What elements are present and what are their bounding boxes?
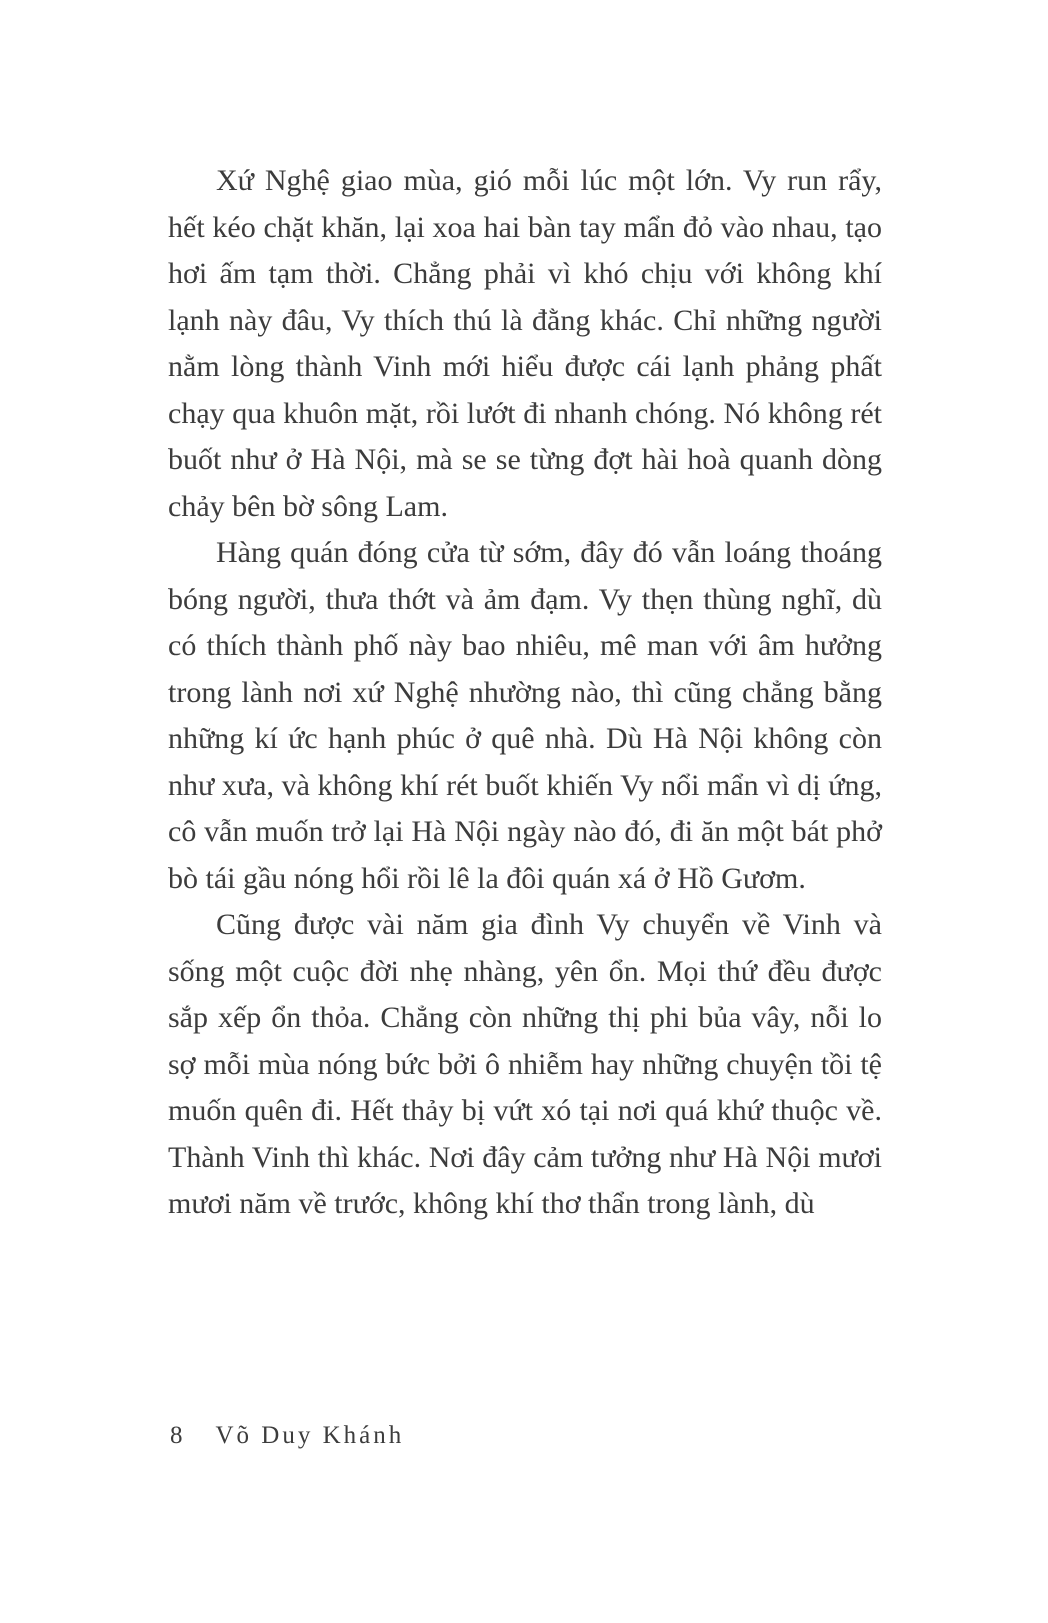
paragraph: Xứ Nghệ giao mùa, gió mỗi lúc một lớn. Vy run rẩy, hết kéo chặt khăn, lại xoa hai bàn tay mẩn đỏ vào nhau, tạo hơi ấm tạm thời. Chẳng phải vì khó chịu với không khí lạnh này đâu, Vy thích thú là đằng khác. Chỉ những người nằm lòng thành Vinh mới hiểu được cái lạnh phảng phất chạy qua khuôn mặt, rồi lướt đi nhanh chóng. Nó không rét buốt như ở Hà Nội, mà se se từng đợt hài hoà quanh dòng chảy bên bờ sông Lam. bbox=[168, 164, 882, 523]
page-number: 8 bbox=[170, 1422, 186, 1449]
author-name: Võ Duy Khánh bbox=[215, 1422, 405, 1449]
paragraph: Hàng quán đóng cửa từ sớm, đây đó vẫn loáng thoáng bóng người, thưa thớt và ảm đạm. Vy thẹn thùng nghĩ, dù có thích thành phố này bao nhiêu, mê man với âm hưởng trong lành nơi xứ Nghệ nhường nào, thì cũng chẳng bằng những kí ức hạnh phúc ở quê nhà. Dù Hà Nội không còn như xưa, và không khí rét buốt khiến Vy nổi mẩn vì dị ứng, cô vẫn muốn trở lại Hà Nội ngày nào đó, đi ăn một bát phở bò tái gầu nóng hổi rồi lê la đôi quán xá ở Hồ Gươm. bbox=[168, 536, 882, 895]
paragraph: Cũng được vài năm gia đình Vy chuyển về Vinh và sống một cuộc đời nhẹ nhàng, yên ổn. Mọi thứ đều được sắp xếp ổn thỏa. Chẳng còn những thị phi bủa vây, nỗi lo sợ mỗi mùa nóng bức bởi ô nhiễm hay những chuyện tồi tệ muốn quên đi. Hết thảy bị vứt xó tại nơi quá khứ thuộc về. Thành Vinh thì khác. Nơi đây cảm tưởng như Hà Nội mươi mươi năm về trước, không khí thơ thẩn trong lành, dù bbox=[168, 908, 882, 1220]
page-footer bbox=[170, 1422, 404, 1450]
body-text bbox=[168, 158, 882, 1228]
